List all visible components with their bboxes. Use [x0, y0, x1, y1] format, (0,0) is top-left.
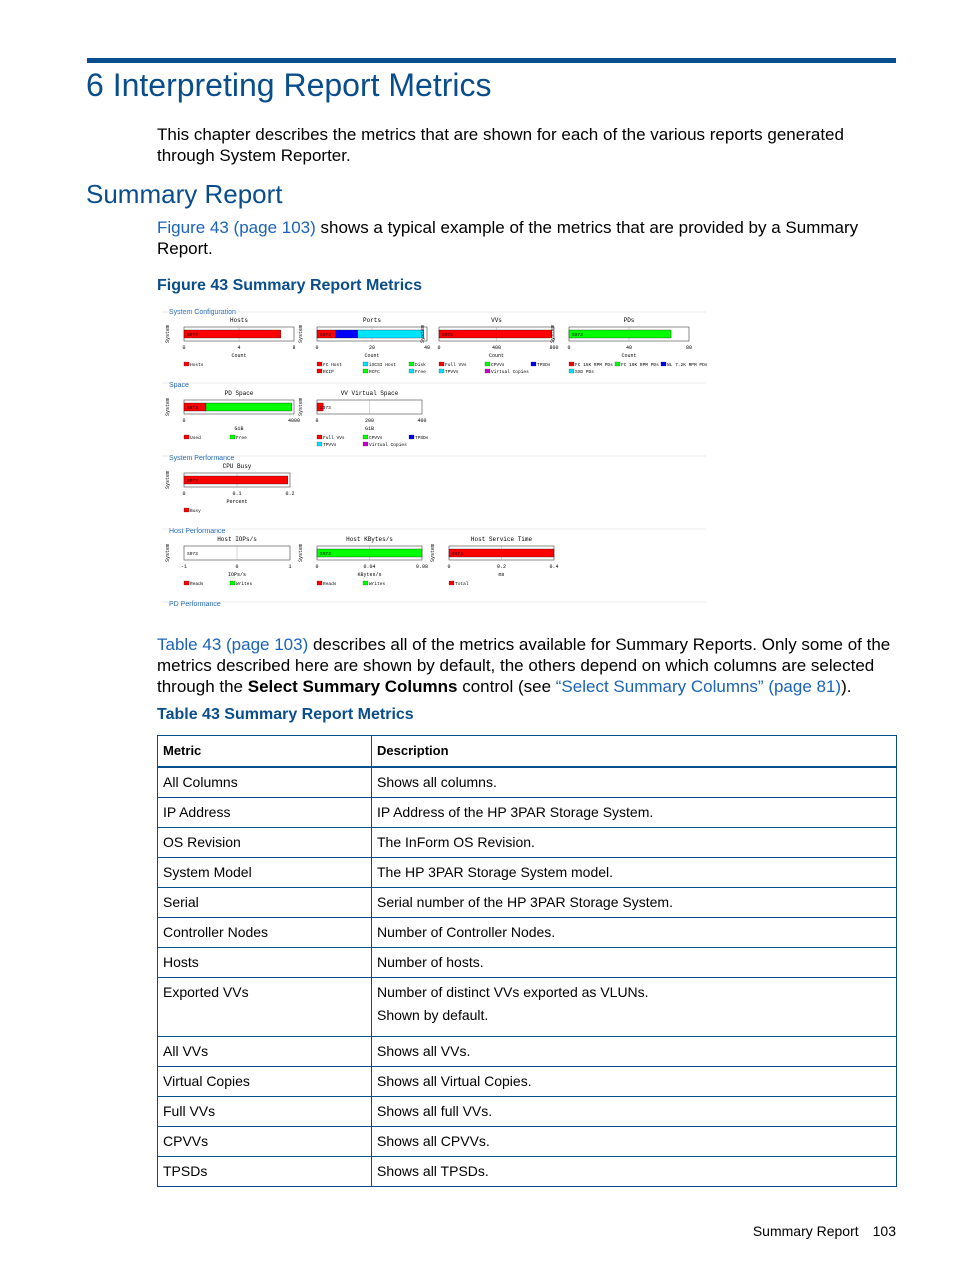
table-row [158, 978, 897, 1037]
hosts-axis-label: Count [231, 353, 247, 359]
description-cell: Number of Controller Nodes. [372, 918, 897, 948]
page-footer [753, 1223, 896, 1239]
legend-label: Busy [190, 509, 201, 514]
table-link[interactable]: Table 43 (page 103) [157, 635, 309, 654]
legend-swatch [363, 369, 368, 373]
pdspace-chart-title: PD Space [224, 390, 254, 397]
kbytes-chart-title: Host KBytes/s [346, 536, 393, 543]
tick-label: 8 [292, 345, 296, 351]
bar-label: S073 [452, 552, 463, 557]
legend-swatch [184, 581, 189, 585]
legend-swatch [317, 442, 322, 446]
section-title: Summary Report [86, 179, 283, 209]
tick-label: 0.2 [285, 491, 295, 497]
tick-label: 0 [437, 345, 441, 351]
legend-swatch [363, 442, 368, 446]
tick-label: 400 [491, 345, 502, 351]
legend-swatch [184, 362, 189, 366]
system-axis-label: System [420, 324, 426, 344]
legend-label: Virtual Copies [369, 443, 407, 448]
legend-swatch [485, 362, 490, 366]
figure-caption: Figure 43 Summary Report Metrics [157, 277, 422, 294]
system-axis-label: System [165, 470, 171, 490]
bar-label: S073 [320, 406, 331, 411]
legend-label: Writes [236, 582, 253, 587]
table-row [158, 858, 897, 888]
tick-label: 0 [235, 564, 239, 570]
header-description: Description [372, 736, 897, 768]
legend-swatch [363, 435, 368, 439]
table-row [158, 1037, 897, 1067]
legend-label: Disk [415, 363, 426, 368]
legend-swatch [615, 362, 620, 366]
metric-cell: Hosts [158, 948, 372, 978]
description-cell: Shows all TPSDs. [372, 1157, 897, 1187]
tick-label: 0 [315, 418, 319, 424]
tick-label: 0.4 [549, 564, 559, 570]
vvs-axis-label: Count [488, 353, 505, 359]
cpu-axis-label: Percent [226, 499, 248, 505]
bar-segment [317, 549, 422, 557]
legend-swatch [661, 362, 666, 366]
system-axis-label: System [298, 397, 304, 417]
header-metric: Metric [158, 736, 372, 768]
legend-label: Used [190, 436, 201, 441]
legend-swatch [409, 435, 414, 439]
tick-label: 0 [182, 418, 186, 424]
legend-label: RCFC [369, 370, 380, 375]
tick-label: 4000 [287, 418, 301, 424]
metric-cell: All VVs [158, 1037, 372, 1067]
bar-segment [449, 549, 554, 557]
bar-label: S073 [187, 406, 198, 411]
legend-label: RCIP [323, 370, 334, 375]
vvs-chart-title: VVs [491, 317, 502, 324]
chapter-title: 6 Interpreting Report Metrics [86, 67, 492, 103]
legend-label: Full VVs [445, 363, 467, 368]
table-paragraph: Table 43 (page 103) describes all of the metrics available for Summary Reports. Only some of the metrics described here are shown by default, the others depend on which columns are selected through the Select Summary Columns control (see “Select Summary Columns” (page 81)). [157, 635, 891, 696]
bar-label: S073 [320, 552, 331, 557]
tick-label: 4 [237, 345, 241, 351]
tick-label: 20 [368, 345, 376, 351]
figure-section-label: System Configuration [169, 309, 236, 316]
bar-label: S073 [320, 333, 331, 338]
description-cell: Shows all CPVVs. [372, 1127, 897, 1157]
metric-cell: System Model [158, 858, 372, 888]
ports-axis-label: Count [364, 353, 380, 359]
metric-cell: TPSDs [158, 1157, 372, 1187]
system-axis-label: System [550, 324, 556, 344]
tick-label: 0 [182, 491, 186, 497]
tick-label: 0 [182, 345, 186, 351]
legend-label: Hosts [190, 363, 204, 368]
tick-label: -1 [180, 564, 188, 570]
legend-swatch [230, 581, 235, 585]
table-row [158, 798, 897, 828]
intro-paragraph: This chapter describes the metrics that are shown for each of the various reports generated through System Reporter. [157, 125, 844, 165]
table-row [158, 1067, 897, 1097]
tick-label: 0 [447, 564, 451, 570]
legend-label: Writes [369, 582, 386, 587]
bar-segment [206, 403, 292, 411]
tick-label: 0.1 [232, 491, 242, 497]
legend-swatch [569, 362, 574, 366]
legend-label: Reads [190, 582, 204, 587]
tick-label: 0 [315, 564, 319, 570]
legend-label: Free [236, 436, 247, 441]
table-row [158, 888, 897, 918]
legend-swatch [317, 581, 322, 585]
summary-metrics-table [157, 735, 897, 1187]
legend-label: CPVVs [369, 436, 383, 441]
bar-segment [358, 330, 424, 338]
select-summary-columns-term: Select Summary Columns [247, 677, 458, 696]
section-paragraph: Figure 43 (page 103) shows a typical example of the metrics that are provided by a Summary Report. [157, 218, 859, 258]
iops-axis-label: IOPs/s [227, 572, 247, 578]
svctime-axis-label: ms [498, 572, 505, 578]
table-row [158, 948, 897, 978]
table-row [158, 1097, 897, 1127]
bar-label: S073 [442, 333, 453, 338]
system-axis-label: System [298, 324, 304, 344]
legend-label: Reads [323, 582, 337, 587]
iops-chart-title: Host IOPs/s [217, 536, 257, 543]
legend-swatch [439, 369, 444, 373]
table-row [158, 767, 897, 798]
tick-label: 80 [685, 345, 693, 351]
pdspace-axis-label: GiB [234, 426, 244, 432]
tick-label: 200 [364, 418, 375, 424]
metric-cell: Virtual Copies [158, 1067, 372, 1097]
description-cell: Number of distinct VVs exported as VLUNs. Shown by default. [372, 978, 897, 1037]
vvspace-chart-title: VV Virtual Space [340, 390, 399, 397]
tick-label: 40 [625, 345, 633, 351]
figure-link[interactable]: Figure 43 (page 103) [157, 218, 316, 237]
legend-swatch [439, 362, 444, 366]
table-row [158, 918, 897, 948]
legend-swatch [317, 369, 322, 373]
chapter-rule [87, 58, 896, 63]
legend-label: Full VVs [323, 436, 345, 441]
ports-chart-title: Ports [362, 317, 382, 324]
bar-label: S073 [187, 479, 198, 484]
legend-label: Free [415, 370, 426, 375]
system-axis-label: System [165, 543, 171, 563]
summary-report-figure [160, 307, 708, 610]
description-cell: Shows all full VVs. [372, 1097, 897, 1127]
legend-swatch [363, 581, 368, 585]
bar-segment [184, 476, 288, 484]
metric-cell: All Columns [158, 767, 372, 798]
pds-axis-label: Count [621, 353, 637, 359]
tick-label: 0 [315, 345, 319, 351]
system-axis-label: System [430, 543, 436, 563]
legend-swatch [485, 369, 490, 373]
page-number: 103 [872, 1223, 896, 1239]
pds-chart-title: PDs [623, 317, 635, 324]
table-row [158, 1157, 897, 1187]
metric-cell: Full VVs [158, 1097, 372, 1127]
legend-label: iSCSI Host [369, 363, 397, 368]
legend-label: TPSDs [415, 436, 429, 441]
figure-section-label: Space [169, 382, 189, 389]
legend-swatch [317, 435, 322, 439]
tick-label: 40 [423, 345, 431, 351]
legend-label: TPVVs [445, 370, 459, 375]
bar-segment [184, 330, 281, 338]
legend-swatch [409, 369, 414, 373]
bar-segment [439, 330, 552, 338]
svctime-chart-title: Host Service Time [470, 536, 533, 543]
description-note: Shown by default. [377, 1007, 489, 1023]
description-cell: The HP 3PAR Storage System model. [372, 858, 897, 888]
legend-swatch [230, 435, 235, 439]
metric-cell: Exported VVs [158, 978, 372, 1037]
bar-label: S073 [187, 552, 198, 557]
tick-label: 0 [567, 345, 571, 351]
legend-label: FC 10K RPM PDs [621, 363, 659, 368]
bar-segment [569, 330, 671, 338]
system-axis-label: System [165, 397, 171, 417]
legend-label: Virtual Copies [491, 370, 529, 375]
metric-cell: Serial [158, 888, 372, 918]
tick-label: 0.08 [415, 564, 429, 570]
figure-section-label: System Performance [169, 455, 235, 462]
table-caption: Table 43 Summary Report Metrics [157, 706, 414, 723]
figure-section-label: PD Performance [169, 601, 221, 608]
description-cell: Number of hosts. [372, 948, 897, 978]
legend-label: Total [455, 582, 469, 587]
table-row [158, 828, 897, 858]
system-axis-label: System [165, 324, 171, 344]
metric-cell: IP Address [158, 798, 372, 828]
description-cell: The InForm OS Revision. [372, 828, 897, 858]
table-header-row [158, 736, 897, 768]
description-cell: Shows all columns. [372, 767, 897, 798]
legend-label: TPVVs [323, 443, 337, 448]
tick-label: 400 [417, 418, 427, 424]
select-summary-columns-link[interactable]: “Select Summary Columns” (page 81) [555, 677, 842, 696]
legend-label: NL 7.2K RPM PDs [667, 363, 708, 368]
metric-cell: CPVVs [158, 1127, 372, 1157]
legend-label: TPSDs [537, 363, 551, 368]
legend-label: FC 15K RPM PDs [575, 363, 613, 368]
kbytes-axis-label: KBytes/s [357, 572, 382, 578]
bar-segment [336, 330, 358, 338]
legend-label: SSD PDs [575, 370, 594, 375]
legend-swatch [569, 369, 574, 373]
tick-label: 0.2 [496, 564, 507, 570]
figure-section-label: Host Performance [169, 528, 226, 535]
legend-swatch [363, 362, 368, 366]
vvspace-axis-label: GiB [364, 426, 375, 432]
tick-label: 800 [549, 345, 559, 351]
description-cell: Shows all VVs. [372, 1037, 897, 1067]
legend-swatch [449, 581, 454, 585]
legend-swatch [184, 508, 189, 512]
cpu-chart-title: CPU Busy [222, 463, 252, 470]
footer-section: Summary Report [752, 1223, 859, 1239]
tick-label: 1 [288, 564, 292, 570]
table-row [158, 1127, 897, 1157]
description-cell: Shows all Virtual Copies. [372, 1067, 897, 1097]
metric-cell: OS Revision [158, 828, 372, 858]
description-cell: IP Address of the HP 3PAR Storage System. [372, 798, 897, 828]
legend-swatch [317, 362, 322, 366]
system-axis-label: System [298, 543, 304, 563]
bar-label: S073 [572, 333, 583, 338]
metric-cell: Controller Nodes [158, 918, 372, 948]
legend-label: CPVVs [491, 363, 505, 368]
bar-label: S073 [187, 333, 198, 338]
legend-swatch [184, 435, 189, 439]
legend-swatch [531, 362, 536, 366]
hosts-chart-title: Hosts [229, 317, 249, 324]
tick-label: 0.04 [363, 564, 376, 570]
legend-label: FC Host [323, 363, 342, 368]
description-cell: Serial number of the HP 3PAR Storage System. [372, 888, 897, 918]
legend-swatch [409, 362, 414, 366]
